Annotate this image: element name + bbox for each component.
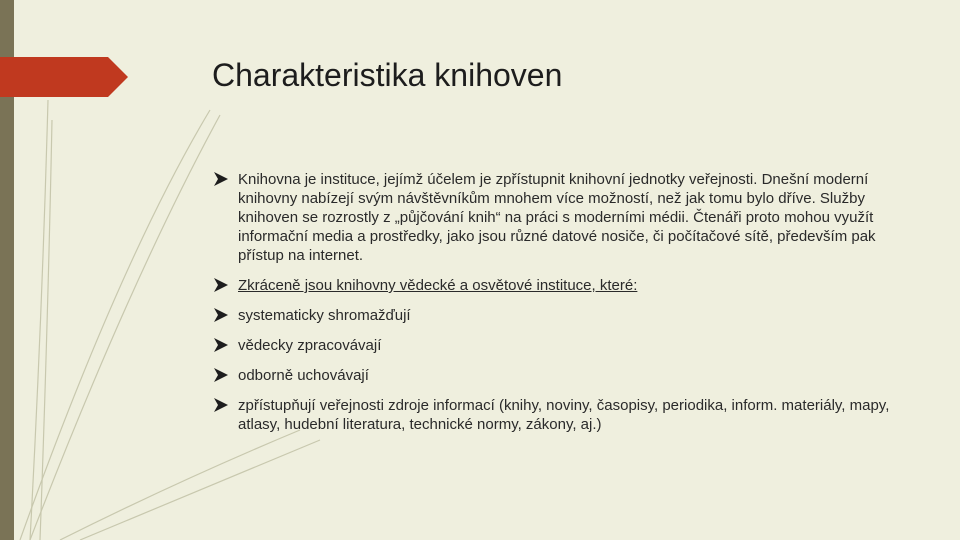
arrowhead-bullet-icon: [214, 172, 228, 186]
bullet-list: [214, 170, 904, 445]
arrowhead-bullet-icon: [214, 398, 228, 412]
list-item: [214, 366, 904, 385]
list-item-text: zpřístupňují veřejnosti zdroje informací (knihy, noviny, časopisy, periodika, inform. materiály, mapy, atlasy, hudební literatura, technické normy, zákony, aj.): [238, 397, 890, 433]
list-item-text: Zkráceně jsou knihovny vědecké a osvětové instituce, které:: [238, 277, 638, 294]
list-item-text: vědecky zpracovávají: [238, 337, 382, 354]
list-item: [214, 276, 904, 295]
list-item-text: Knihovna je instituce, jejímž účelem je zpřístupnit knihovní jednotky veřejnosti. Dnešní moderní knihovny nabízejí svým návštěvníkům mnohem více možností, než jak tomu bylo dříve. Služby knihoven se rozrostly z „půjčování knih“ na práci s moderními médii. Čtenáři proto mohou využít informační media a prostředky, jako jsou různé datové nosiče, či počítačové sítě, především pak přístup na internet.: [238, 171, 876, 264]
list-item-text: odborně uchovávají: [238, 367, 369, 384]
arrowhead-bullet-icon: [214, 338, 228, 352]
page-title: Charakteristika knihoven: [212, 57, 563, 93]
list-item: [214, 396, 904, 434]
arrowhead-bullet-icon: [214, 308, 228, 322]
title-accent-tab: [0, 57, 128, 97]
arrowhead-bullet-icon: [214, 278, 228, 292]
list-item: [214, 170, 904, 265]
list-item: [214, 306, 904, 325]
list-item: [214, 336, 904, 355]
list-item-text: systematicky shromažďují: [238, 307, 411, 324]
arrowhead-bullet-icon: [214, 368, 228, 382]
